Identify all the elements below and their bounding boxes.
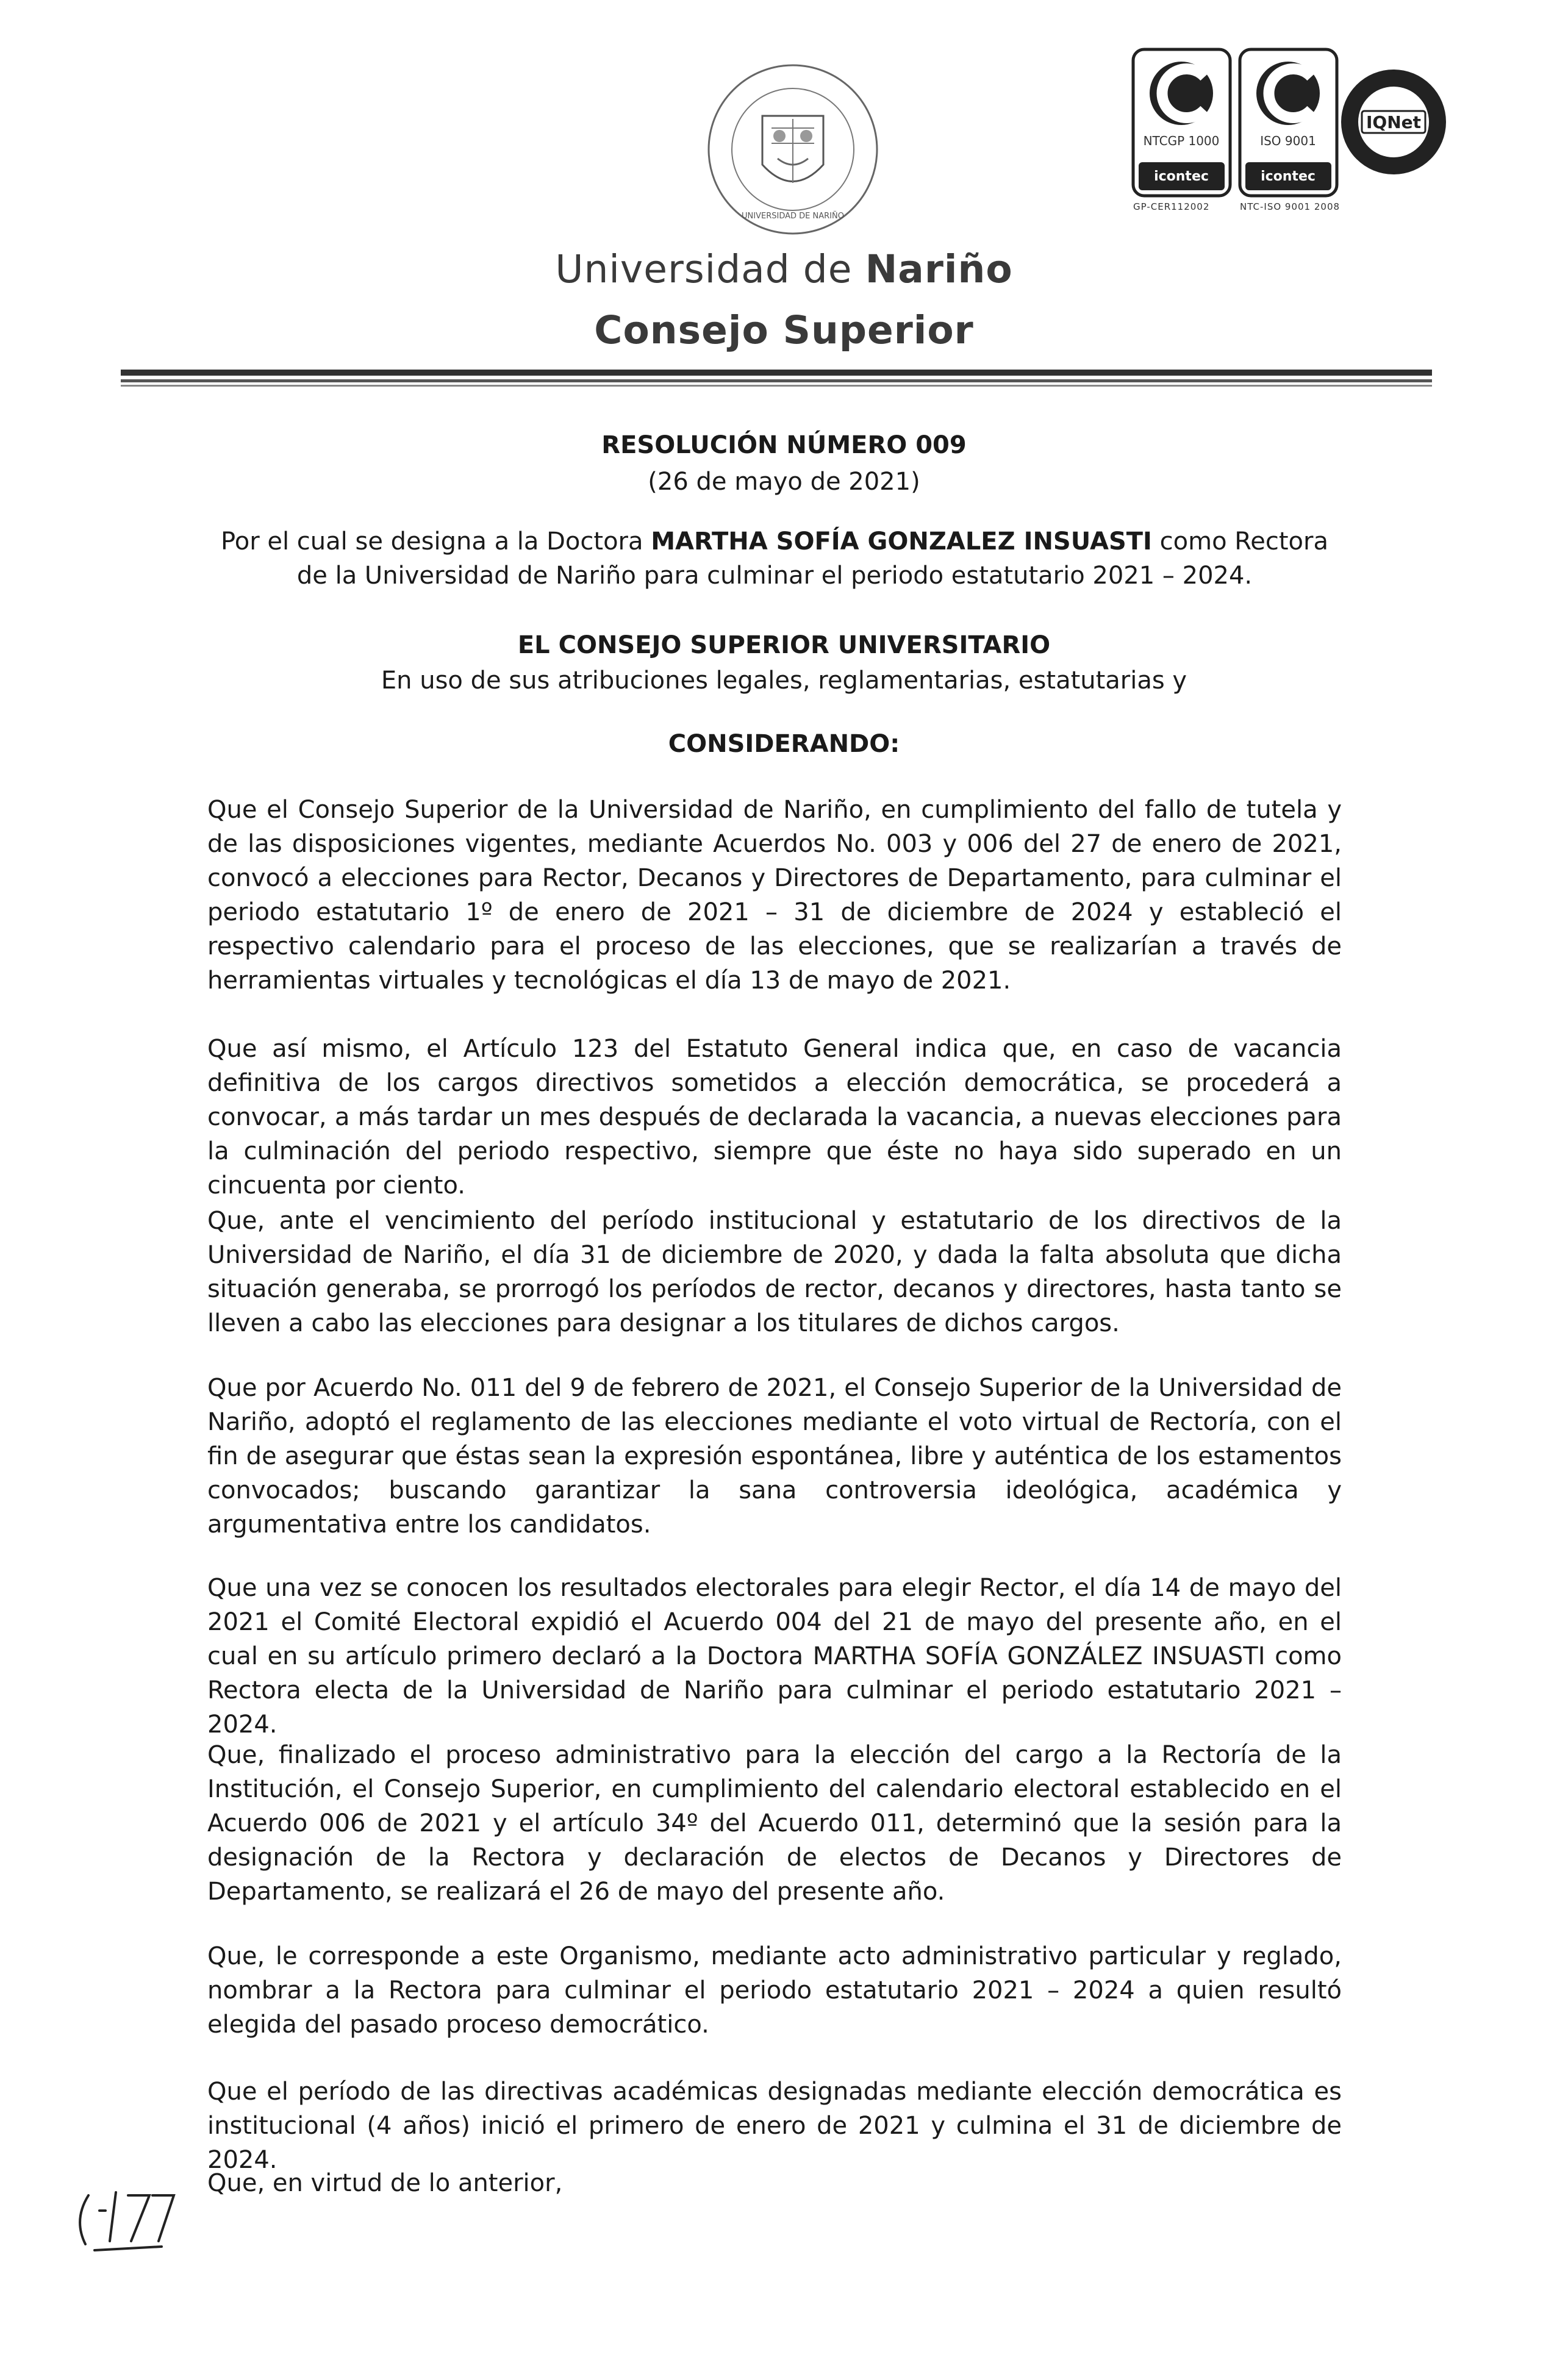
iso-9001-certification-logo xyxy=(1238,48,1339,198)
paragraph: Que, en virtud de lo anterior, xyxy=(207,2169,563,2197)
resolution-intro xyxy=(207,524,1342,593)
iso-cert-code: NTC-ISO 9001 2008 xyxy=(1240,201,1341,212)
resolution-title: RESOLUCIÓN NÚMERO 009 xyxy=(601,431,967,459)
ntcgp-certification-logo xyxy=(1131,48,1232,198)
considering-heading: CONSIDERANDO: xyxy=(668,730,900,758)
intro-pre: Por el cual se designa a la Doctora xyxy=(221,527,651,556)
paragraph: Que así mismo, el Artículo 123 del Estatuto General indica que, en caso de vacancia definitiva de los cargos directivos sometidos a elección democrática, se procederá a convocar, a más tardar un mes después de declarada la vacancia, a nuevas elecciones para la culminación del periodo respectivo, siempre que éste no haya sido superado en un cincuenta por ciento. xyxy=(207,1035,1342,1200)
paragraph: Que una vez se conocen los resultados electorales para elegir Rector, el día 14 de mayo del 2021 el Comité Electoral expidió el Acuerdo 004 del 21 de mayo del presente año, en el cual en su artículo primero declaró a la Doctora MARTHA SOFÍA GONZÁLEZ INSUASTI como Rectora electa de la Universidad de Nariño para culminar el periodo estatutario 2021 – 2024. xyxy=(207,1574,1342,1739)
paragraph: Que, le corresponde a este Organismo, mediante acto administrativo particular y reglado, nombrar a la Rectora para culminar el periodo estatutario 2021 – 2024 a quien resultó elegida del pasado proceso democrático. xyxy=(207,1942,1342,2039)
council-heading: EL CONSEJO SUPERIOR UNIVERSITARIO xyxy=(517,631,1051,659)
handwritten-initials xyxy=(70,2183,186,2262)
council-authority: En uso de sus atribuciones legales, reglamentarias, estatutarias y xyxy=(381,667,1187,695)
university-prefix: Universidad de xyxy=(555,247,865,291)
ntcgp-cert-code: GP-CER112002 xyxy=(1133,201,1210,212)
paragraph: Que, ante el vencimiento del período institucional y estatutario de los directivos de la Universidad de Nariño, el día 31 de diciembre de 2020, y dada la falta absoluta que dicha situación generaba, se prorrogó los períodos de rector, decanos y directores, hasta tanto se lleven a cabo las elecciones para designar a los titulares de dichos cargos. xyxy=(207,1207,1342,1337)
header-rule-secondary xyxy=(121,379,1432,382)
seal-text: UNIVERSIDAD DE NARIÑO xyxy=(742,212,844,221)
intro-name: MARTHA SOFÍA GONZALEZ INSUASTI xyxy=(651,527,1152,556)
resolution-date: (26 de mayo de 2021) xyxy=(648,468,920,496)
ntcgp-label: NTCGP 1000 xyxy=(1143,134,1220,148)
university-name xyxy=(0,247,1568,291)
icontec-brand-2: icontec xyxy=(1261,169,1316,184)
paragraph: Que, finalizado el proceso administrativo para la elección del cargo a la Rectoría de la Institución, el Consejo Superior, en cumplimiento del calendario electoral establecido en el Acuerdo 006 de 2021 y el artículo 34º del Acuerdo 011, determinó que la sesión para la designación de la Rectora y declaración de electos de Decanos y Directores de Departamento, se realizará el 26 de mayo del presente año. xyxy=(207,1741,1342,1906)
iqnet-certification-logo xyxy=(1339,67,1448,177)
paragraph: Que por Acuerdo No. 011 del 9 de febrero de 2021, el Consejo Superior de la Universidad de Nariño, adoptó el reglamento de las elecciones mediante el voto virtual de Rectoría, con el fin de asegurar que éstas sean la expresión espontánea, libre y auténtica de los estamentos convocados; buscando garantizar la sana controversia ideológica, académica y argumentativa entre los candidatos. xyxy=(207,1374,1342,1539)
intro-post: como Rectora de la Universidad de Nariño para culminar el periodo estatutario 2021 – 2024. xyxy=(296,527,1328,590)
iso-label: ISO 9001 xyxy=(1260,134,1316,148)
header-rule xyxy=(121,370,1432,376)
council-name: Consejo Superior xyxy=(594,308,974,352)
university-seal xyxy=(704,61,881,238)
paragraph: Que el Consejo Superior de la Universidad de Nariño, en cumplimiento del fallo de tutela y de las disposiciones vigentes, mediante Acuerdos No. 003 y 006 del 27 de enero de 2021, convocó a elecciones para Rector, Decanos y Directores de Departamento, para culminar el periodo estatutario 1º de enero de 2021 – 31 de diciembre de 2024 y estableció el respectivo calendario para el proceso de las elecciones, que se realizarían a través de herramientas virtuales y tecnológicas el día 13 de mayo de 2021. xyxy=(207,796,1342,995)
header-rule-tertiary xyxy=(121,385,1432,387)
icontec-brand: icontec xyxy=(1154,169,1209,184)
iqnet-label: IQNet xyxy=(1366,112,1422,132)
university-bold: Nariño xyxy=(865,247,1013,291)
paragraph: Que el período de las directivas académicas designadas mediante elección democrática es institucional (4 años) inició el primero de enero de 2021 y culmina el 31 de diciembre de 2024. xyxy=(207,2078,1342,2174)
